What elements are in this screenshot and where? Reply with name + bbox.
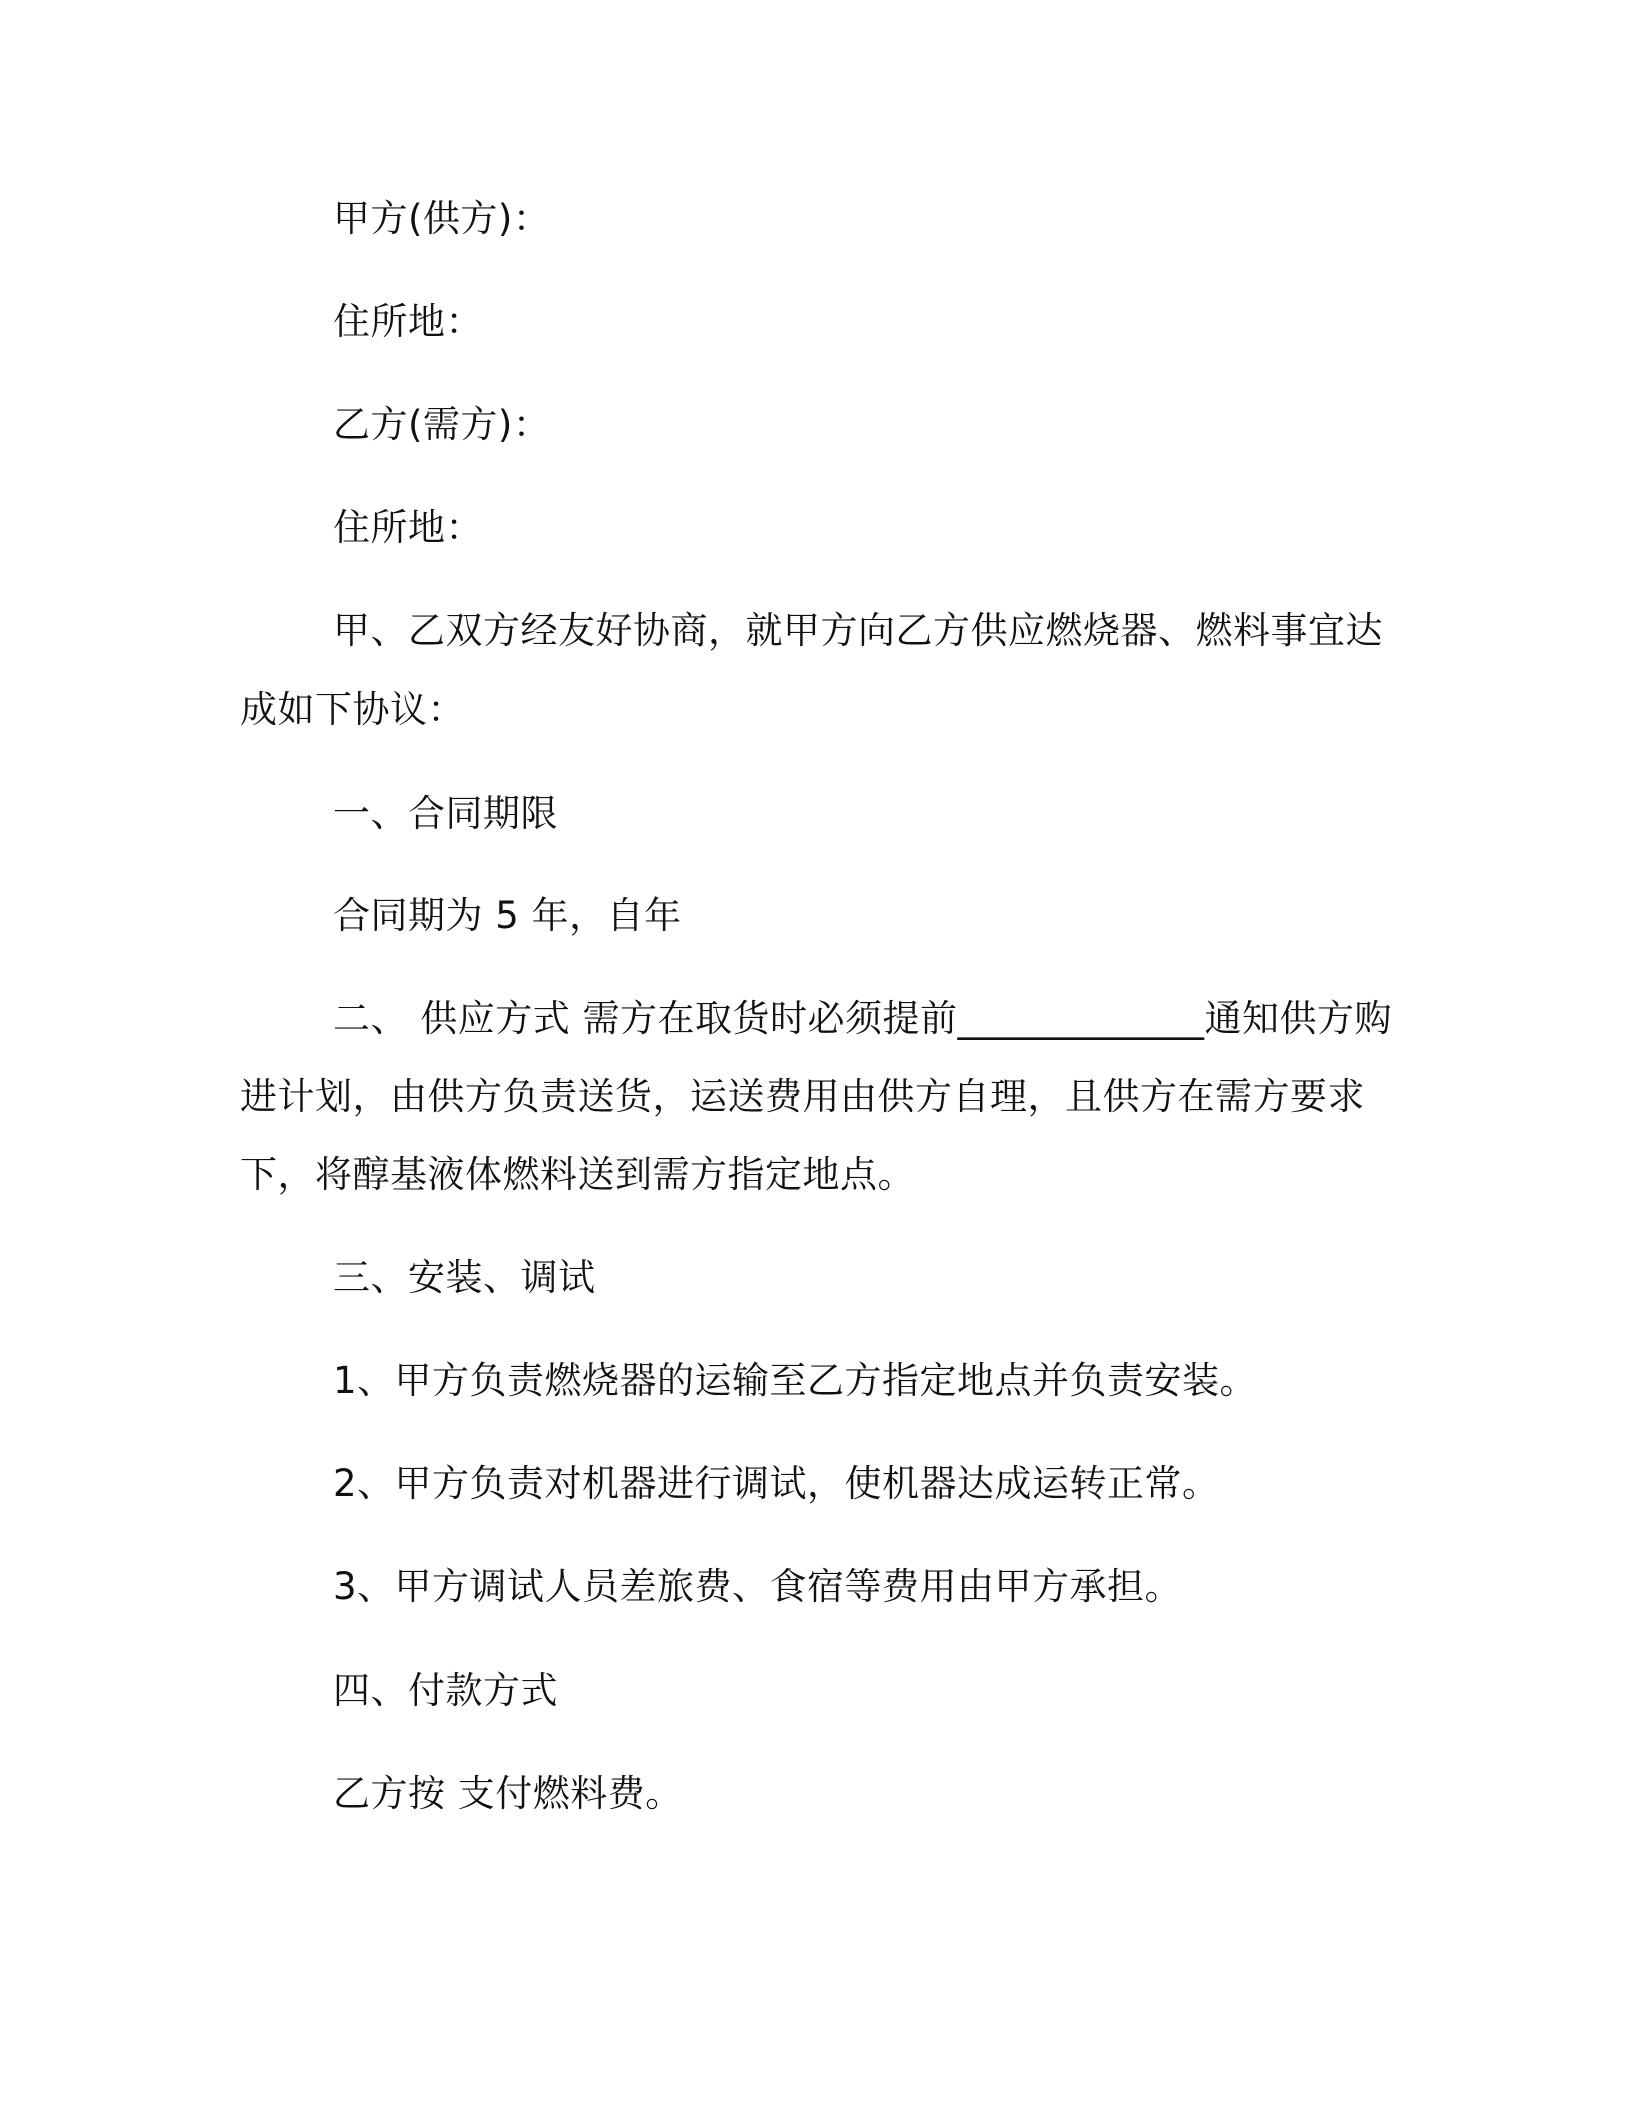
section-2-line-2: 进计划，由供方负责送货，运送费用由供方自理，且供方在需方要求 xyxy=(240,1075,1365,1118)
section-4-body: 乙方按 支付燃料费。 xyxy=(333,1772,683,1815)
section-3-item-2: 2、甲方负责对机器进行调试，使机器达成运转正常。 xyxy=(333,1462,1220,1505)
party-a-label: 甲方(供方)： xyxy=(333,197,551,240)
section-3-item-1: 1、甲方负责燃烧器的运输至乙方指定地点并负责安装。 xyxy=(333,1359,1258,1402)
section-2-line-1: 二、 供应方式 需方在取货时必须提前_____________通知供方购 xyxy=(333,997,1393,1040)
section-4-heading: 四、付款方式 xyxy=(333,1669,558,1712)
intro-paragraph-line-2: 成如下协议： xyxy=(240,688,465,731)
section-2-line-3: 下，将醇基液体燃料送到需方指定地点。 xyxy=(240,1153,915,1196)
party-a-address-label: 住所地： xyxy=(333,300,483,343)
section-3-heading: 三、安装、调试 xyxy=(333,1256,596,1299)
section-1-body: 合同期为 5 年，自年 xyxy=(333,894,682,937)
section-3-item-3: 3、甲方调试人员差旅费、食宿等费用由甲方承担。 xyxy=(333,1565,1183,1608)
party-b-label: 乙方(需方)： xyxy=(333,403,551,446)
section-1-heading: 一、合同期限 xyxy=(333,792,558,835)
intro-paragraph-line-1: 甲、乙双方经友好协商，就甲方向乙方供应燃烧器、燃料事宜达 xyxy=(333,609,1383,652)
party-b-address-label: 住所地： xyxy=(333,506,483,549)
